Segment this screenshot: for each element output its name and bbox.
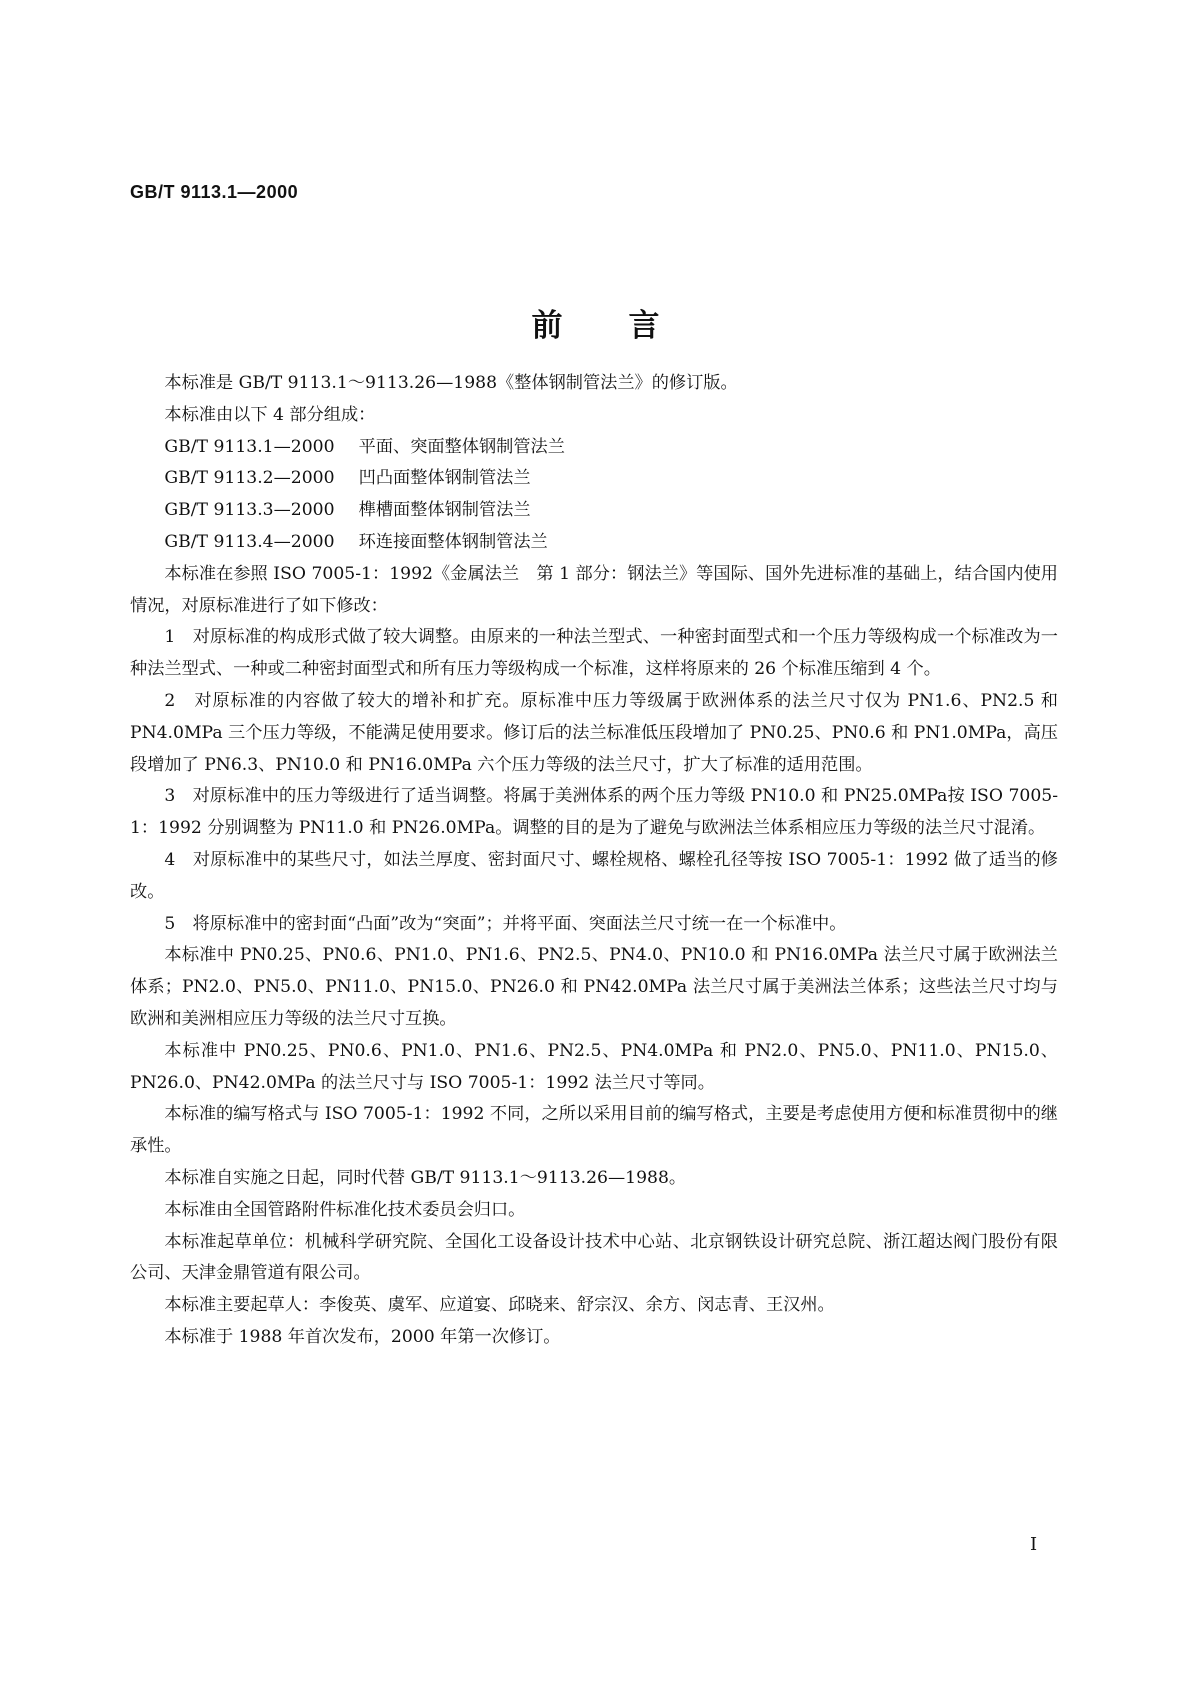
part-list-item bbox=[130, 432, 1058, 464]
paragraph: 本标准中 PN0.25、PN0.6、PN1.0、PN1.6、PN2.5、PN4.0、PN10.0 和 PN16.0MPa 法兰尺寸属于欧洲法兰体系；PN2.0、PN5.0、PN11.0、PN15.0、PN26.0 和 PN42.0MPa 法兰尺寸属于美洲法兰体系；这些法兰尺寸均与欧洲和美洲相应压力等级的法兰尺寸互换。 bbox=[130, 945, 1058, 1029]
document-code: GB/T 9113.1—2000 bbox=[130, 182, 299, 202]
paragraph: 本标准中 PN0.25、PN0.6、PN1.0、PN1.6、PN2.5、PN4.0MPa 和 PN2.0、PN5.0、PN11.0、PN15.0、PN26.0、PN42.0MPa 的法兰尺寸与 ISO 7005-1：1992 法兰尺寸等同。 bbox=[130, 1040, 1058, 1093]
paragraph: 4 对原标准中的某些尺寸，如法兰厚度、密封面尺寸、螺栓规格、螺栓孔径等按 ISO 7005-1：1992 做了适当的修改。 bbox=[130, 849, 1058, 902]
part-name: 榫槽面整体钢制管法兰 bbox=[358, 500, 531, 521]
part-code: GB/T 9113.3—2000 bbox=[164, 500, 335, 521]
part-name: 环连接面整体钢制管法兰 bbox=[358, 531, 548, 552]
part-name: 平面、突面整体钢制管法兰 bbox=[358, 436, 565, 457]
paragraph: 1 对原标准的构成形式做了较大调整。由原来的一种法兰型式、一种密封面型式和一个压力等级构成一个标准改为一种法兰型式、一种或二种密封面型式和所有压力等级构成一个标准，这样将原来的 26 个标准压缩到 4 个。 bbox=[130, 627, 1058, 680]
part-list-item bbox=[130, 495, 1058, 527]
paragraph: 本标准由以下 4 部分组成： bbox=[164, 404, 376, 425]
part-name: 凹凸面整体钢制管法兰 bbox=[358, 468, 531, 489]
part-code: GB/T 9113.4—2000 bbox=[164, 531, 335, 552]
part-list-item bbox=[130, 463, 1058, 495]
paragraph: 本标准由全国管路附件标准化技术委员会归口。 bbox=[164, 1199, 526, 1220]
paragraph: 本标准在参照 ISO 7005-1：1992《金属法兰 第 1 部分：钢法兰》等国际、国外先进标准的基础上，结合国内使用情况，对原标准进行了如下修改： bbox=[130, 563, 1058, 616]
paragraph: 2 对原标准的内容做了较大的增补和扩充。原标准中压力等级属于欧洲体系的法兰尺寸仅为 PN1.6、PN2.5 和 PN4.0MPa 三个压力等级，不能满足使用要求。修订后的法兰标准低压段增加了 PN0.25、PN0.6 和 PN1.0MPa，高压段增加了 PN6.3、PN10.0 和 PN16.0MPa 六个压力等级的法兰尺寸，扩大了标准的适用范围。 bbox=[130, 690, 1058, 775]
paragraph: 本标准起草单位：机械科学研究院、全国化工设备设计技术中心站、北京钢铁设计研究总院、浙江超达阀门股份有限公司、天津金鼎管道有限公司。 bbox=[130, 1231, 1058, 1284]
part-code: GB/T 9113.1—2000 bbox=[164, 436, 335, 457]
paragraph: 本标准主要起草人：李俊英、虞军、应道宴、邱晓来、舒宗汉、余方、闵志青、王汉州。 bbox=[164, 1295, 835, 1316]
paragraph: 3 对原标准中的压力等级进行了适当调整。将属于美洲体系的两个压力等级 PN10.0 和 PN25.0MPa按 ISO 7005-1：1992 分别调整为 PN11.0 和 PN26.0MPa。调整的目的是为了避免与欧洲法兰体系相应压力等级的法兰尺寸混淆。 bbox=[130, 786, 1058, 839]
paragraph: 本标准于 1988 年首次发布，2000 年第一次修订。 bbox=[164, 1326, 561, 1347]
paragraph: 本标准的编写格式与 ISO 7005-1：1992 不同，之所以采用目前的编写格式，主要是考虑使用方便和标准贯彻中的继承性。 bbox=[130, 1104, 1058, 1157]
foreword-body bbox=[130, 368, 1058, 1354]
part-list-item bbox=[130, 527, 1058, 559]
page-title: 前言 bbox=[531, 308, 726, 344]
paragraph: 5 将原标准中的密封面“凸面”改为“突面”；并将平面、突面法兰尺寸统一在一个标准中。 bbox=[164, 913, 847, 934]
page-number: I bbox=[1030, 1534, 1038, 1555]
paragraph: 本标准自实施之日起，同时代替 GB/T 9113.1～9113.26—1988。 bbox=[164, 1167, 687, 1188]
part-code: GB/T 9113.2—2000 bbox=[164, 468, 335, 489]
paragraph: 本标准是 GB/T 9113.1～9113.26—1988《整体钢制管法兰》的修订版。 bbox=[164, 373, 738, 393]
